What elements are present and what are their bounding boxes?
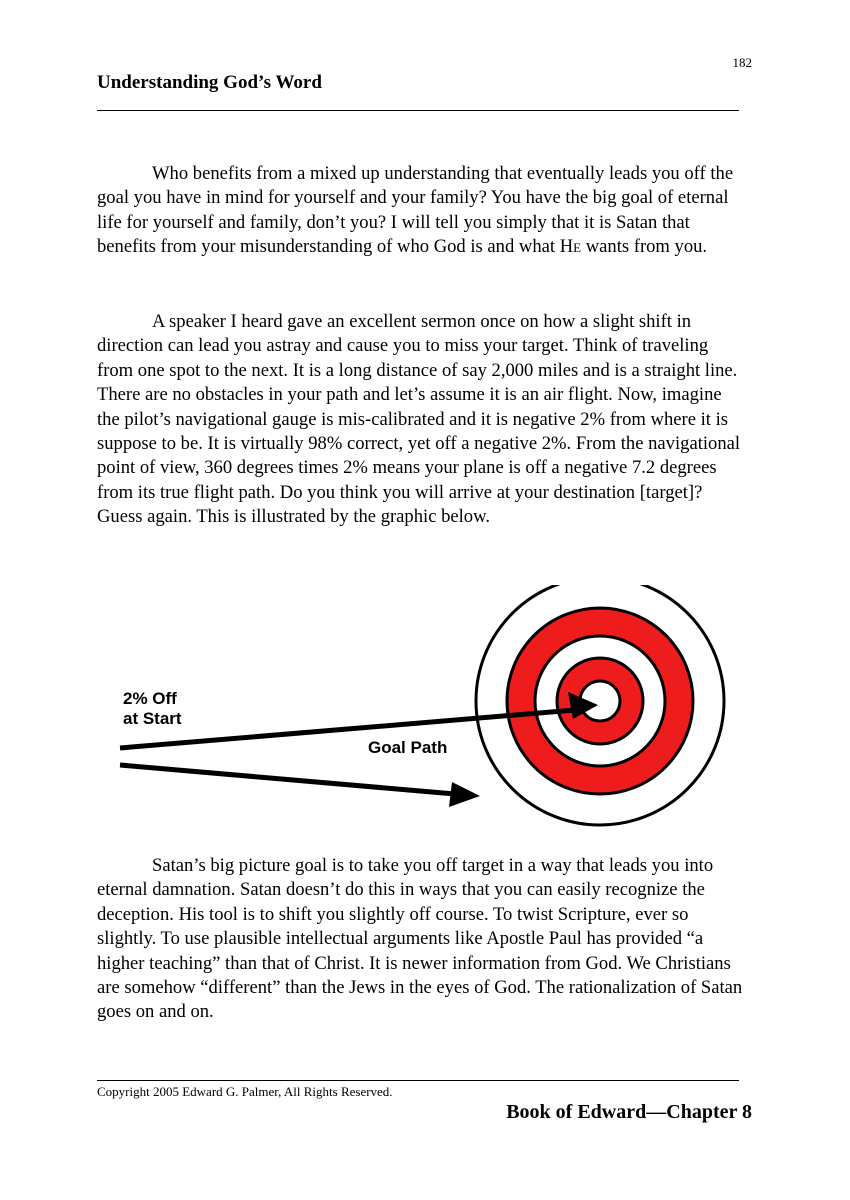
header-divider — [97, 110, 739, 111]
running-foot-chapter: Book of Edward—Chapter 8 — [506, 1101, 752, 1123]
paragraph-2: A speaker I heard gave an excellent sermon once on how a slight shift in direction can lead you astray and cause you to miss your target. Think of traveling from one spot to the next. It is a long distance of say 2,000 miles and is a straight line. There are no obstacles in your path and let’s assume it is an air flight. Now, imagine the pilot’s navigational gauge is mis-calibrated and it is negative 2% from where it is suppose to be. It is virtually 98% correct, yet off a negative 2%. From the navigational point of view, 360 degrees times 2% means your plane is off a negative 7.2 degrees from its true flight path. Do you think you will arrive at your destination [target]? Guess again. This is illustrated by the graphic below. — [97, 311, 741, 528]
label-goal-path: Goal Path — [368, 738, 448, 757]
running-head-title: Understanding God’s Word — [97, 72, 322, 93]
copyright-notice: Copyright 2005 Edward G. Palmer, All Rights Reserved. — [97, 1084, 393, 1099]
paragraph-1-he: He — [559, 236, 582, 258]
footer-divider — [97, 1080, 739, 1081]
paragraph-1-text-start: Who benefits from a mixed up understanding that eventually leads you off the goal you have in mind for yourself and your family? You have the big goal of eternal life for yourself and family, don’t you? I will tell you simply that it is Satan that benefits from your misunderstanding of who God is and what — [97, 163, 734, 258]
target-diagram — [110, 585, 740, 835]
paragraph-3: Satan’s big picture goal is to take you off target in a way that leads you into eternal damnation. Satan doesn’t do this in ways that you can easily recognize the deception. His tool is to shift you slightly off course. To twist Scripture, ever so slightly. To use plausible intellectual arguments like Apostle Paul has provided “a higher teaching” than that of Christ. It is newer information from God. We Christians are somehow “different” than the Jews in the eyes of God. The rationalization of Satan goes on and on. — [97, 855, 743, 1023]
target — [476, 585, 724, 825]
off-course-arrow — [120, 765, 480, 807]
page-number: 182 — [732, 55, 752, 70]
paragraph-1 — [97, 162, 747, 260]
label-off-line2: at Start — [123, 709, 182, 728]
paragraph-1-text-end: wants from you. — [581, 236, 708, 258]
label-off-line1: 2% Off — [123, 689, 177, 708]
